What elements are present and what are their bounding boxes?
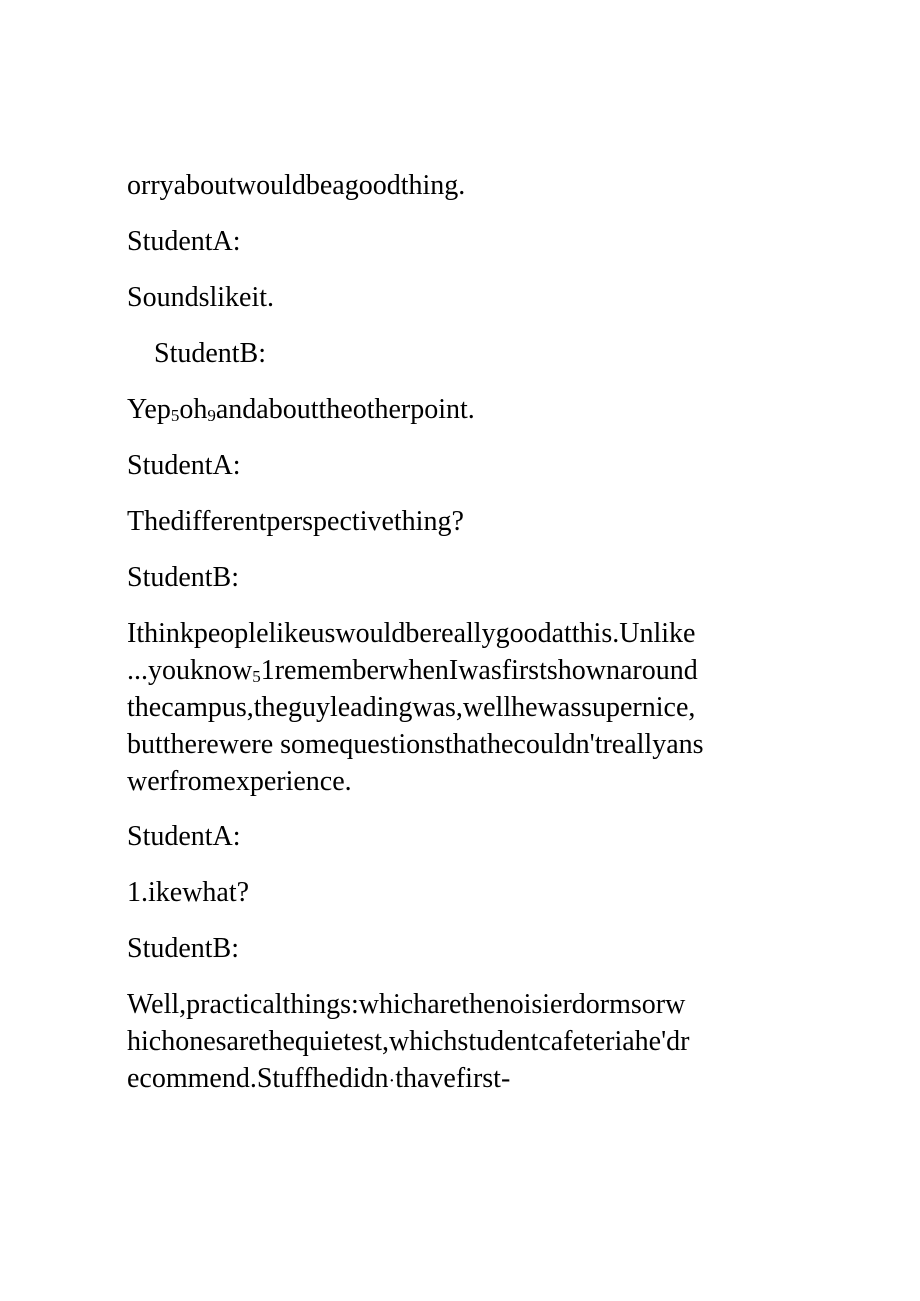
speaker-label: StudentB: <box>154 338 267 369</box>
text-segment: oh <box>179 394 208 425</box>
paragraph-text: Soundslikeit. <box>127 282 275 313</box>
speaker-label-student-b <box>127 930 797 967</box>
text-segment: ...youknow <box>127 655 253 686</box>
text-segment: andabouttheotherpoint. <box>215 394 475 425</box>
paragraph-text: Thedifferentperspectivething? <box>127 506 464 537</box>
paragraph-line <box>127 1060 797 1100</box>
speaker-label-student-a <box>127 447 797 484</box>
speaker-label: StudentA: <box>127 821 241 852</box>
text-line-continuation <box>127 167 797 204</box>
speaker-label: StudentA: <box>127 226 241 257</box>
dialogue-line <box>127 874 797 911</box>
paragraph-line: Well,practicalthings:whicharethenoisierdormsorw <box>127 989 686 1020</box>
speaker-label: StudentB: <box>127 562 240 593</box>
paragraph-line: buttherewere somequestionsthathecouldn'treallyans <box>127 729 704 760</box>
apostrophe-glyph: · <box>388 1070 396 1092</box>
speaker-label-student-a <box>127 223 797 260</box>
dialogue-line <box>127 391 797 428</box>
text-segment: ecommend.Stuffhedidn <box>127 1063 389 1094</box>
paragraph-text: 1.ikewhat? <box>127 877 250 908</box>
speaker-label: StudentA: <box>127 450 241 481</box>
dialogue-line <box>127 503 797 540</box>
paragraph-line: werfromexperience. <box>127 766 352 797</box>
subscript-glyph: 5 <box>170 406 180 425</box>
speaker-label-student-b <box>154 335 824 372</box>
speaker-label-student-b <box>127 559 797 596</box>
speaker-label: StudentB: <box>127 933 240 964</box>
speaker-label-student-a <box>127 818 797 855</box>
paragraph-line: thecampus,theguyleadingwas,wellhewassupernice, <box>127 692 696 723</box>
subscript-glyph: 5 <box>252 667 261 686</box>
subscript-glyph: 9 <box>207 406 216 425</box>
dialogue-paragraph <box>127 986 797 1100</box>
dialogue-line <box>127 279 797 316</box>
text-segment: Yep <box>127 394 171 425</box>
paragraph-text: orryaboutwouldbeagoodthing. <box>127 170 466 201</box>
paragraph-line: Ithinkpeoplelikeuswouldbereallygoodatthis.Unlike <box>127 618 696 649</box>
text-segment: thavefirst- <box>395 1063 511 1094</box>
text-segment: 1rememberwhenIwasfirstshownaround <box>260 655 698 686</box>
dialogue-paragraph <box>127 615 797 800</box>
paragraph-line: hichonesarethequietest,whichstudentcafeteriahe'dr <box>127 1026 690 1057</box>
paragraph-line <box>127 652 797 689</box>
